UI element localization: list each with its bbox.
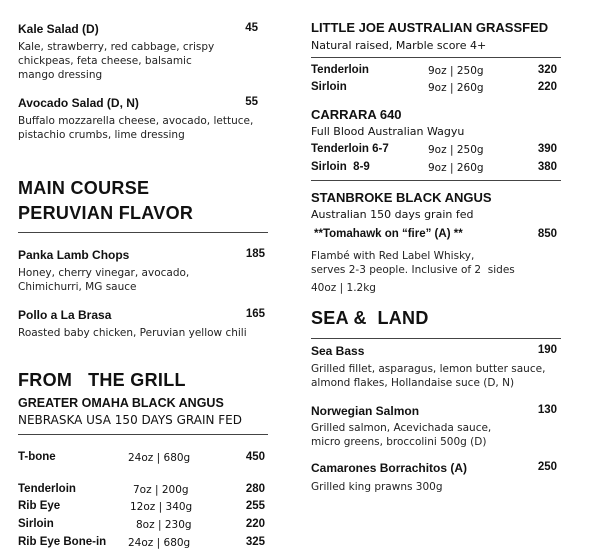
menu-item-description: Grilled fillet, asparagus, lemon butter sauce, almond flakes, Hollandaise suce (D, N)	[311, 363, 546, 389]
section-heading-main-course: MAIN COURSE	[18, 178, 150, 198]
cut-price: 380	[537, 161, 557, 173]
section-subheading-peruvian-flavor: PERUVIAN FLAVOR	[18, 203, 194, 223]
menu-item-price: 45	[245, 22, 258, 34]
menu-item-name: Panka Lamb Chops	[18, 248, 130, 262]
menu-item-name: Norwegian Salmon	[311, 404, 420, 418]
menu-item-description: Grilled king prawns 300g	[311, 481, 443, 493]
cut-price: 325	[245, 536, 265, 548]
cut-size: 9oz | 260g	[428, 162, 484, 174]
cut-price: 450	[245, 451, 265, 463]
cut-name: T-bone	[18, 451, 56, 463]
cut-name: Rib Eye	[18, 500, 61, 512]
cut-name: Tenderloin	[311, 64, 369, 76]
menu-item-description: Roasted baby chicken, Peruvian yellow chili	[18, 327, 247, 339]
brand-subtitle: Natural raised, Marble score 4+	[311, 39, 487, 52]
menu-item-description: Honey, cherry vinegar, avocado, Chimichurri, MG sauce	[18, 267, 190, 293]
menu-item-price: 250	[537, 461, 557, 473]
cut-name: Sirloin	[311, 81, 347, 93]
cut-size: 24oz | 680g	[128, 452, 191, 464]
cut-size: 9oz | 250g	[428, 65, 484, 77]
tomahawk-price: 850	[537, 228, 557, 240]
section-divider	[311, 180, 561, 181]
cut-size: 7oz | 200g	[133, 484, 189, 496]
cut-price: 280	[245, 483, 265, 495]
brand-subtitle: Full Blood Australian Wagyu	[311, 125, 465, 138]
cut-price: 220	[245, 518, 265, 530]
menu-item-price: 130	[537, 404, 557, 416]
menu-item-description: Buffalo mozzarella cheese, avocado, lettuce, pistachio crumbs, lime dressing	[18, 115, 254, 141]
brand-title-stanbroke: STANBROKE BLACK ANGUS	[311, 190, 492, 205]
tomahawk-name: **Tomahawk on “fire” (A) **	[314, 228, 463, 240]
menu-item-price: 165	[245, 308, 265, 320]
cut-name: Sirloin 8-9	[311, 161, 370, 173]
cut-size: 9oz | 260g	[428, 82, 484, 94]
menu-item-price: 190	[537, 344, 557, 356]
menu-item-description: Kale, strawberry, red cabbage, crispy chickpeas, feta cheese, balsamic mango dressing	[18, 41, 215, 81]
menu-item-name: Kale Salad (D)	[18, 22, 99, 36]
brand-subtitle: Australian 150 days grain fed	[311, 208, 474, 221]
cut-price: 320	[537, 64, 557, 76]
section-divider	[311, 338, 561, 339]
cut-name: Tenderloin 6-7	[311, 143, 389, 155]
cut-price: 255	[245, 500, 265, 512]
grill-brand-origin: NEBRASKA USA 150 DAYS GRAIN FED	[18, 413, 242, 427]
cut-name: Rib Eye Bone-in	[18, 536, 107, 548]
cut-size: 9oz | 250g	[428, 144, 484, 156]
cut-name: Sirloin	[18, 518, 54, 530]
menu-item-name: Sea Bass	[311, 344, 365, 358]
brand-title-carrara: CARRARA 640	[311, 107, 402, 122]
section-divider	[18, 232, 268, 233]
cut-size: 12oz | 340g	[130, 501, 193, 513]
menu-item-name: Camarones Borrachitos (A)	[311, 461, 468, 475]
menu-item-price: 185	[245, 248, 265, 260]
menu-item-name: Pollo a La Brasa	[18, 308, 112, 322]
cut-size: 8oz | 230g	[136, 519, 192, 531]
menu-item-description: Grilled salmon, Acevichada sauce, micro greens, broccolini 500g (D)	[311, 422, 492, 448]
section-heading-sea-and-land: SEA & LAND	[311, 308, 429, 328]
cut-price: 220	[537, 81, 557, 93]
cut-name: Tenderloin	[18, 483, 76, 495]
section-divider	[18, 434, 268, 435]
section-divider	[311, 57, 561, 58]
tomahawk-description: Flambé with Red Label Whisky, serves 2-3 people. Inclusive of 2 sides	[311, 250, 515, 276]
cut-price: 390	[537, 143, 557, 155]
grill-brand-title: GREATER OMAHA BLACK ANGUS	[18, 396, 224, 410]
menu-item-name: Avocado Salad (D, N)	[18, 96, 139, 110]
cut-size: 24oz | 680g	[128, 537, 191, 549]
tomahawk-size: 40oz | 1.2kg	[311, 282, 376, 294]
brand-title-little-joe: LITTLE JOE AUSTRALIAN GRASSFED	[311, 20, 549, 35]
menu-item-price: 55	[245, 96, 258, 108]
section-heading-from-the-grill: FROM THE GRILL	[18, 370, 186, 390]
